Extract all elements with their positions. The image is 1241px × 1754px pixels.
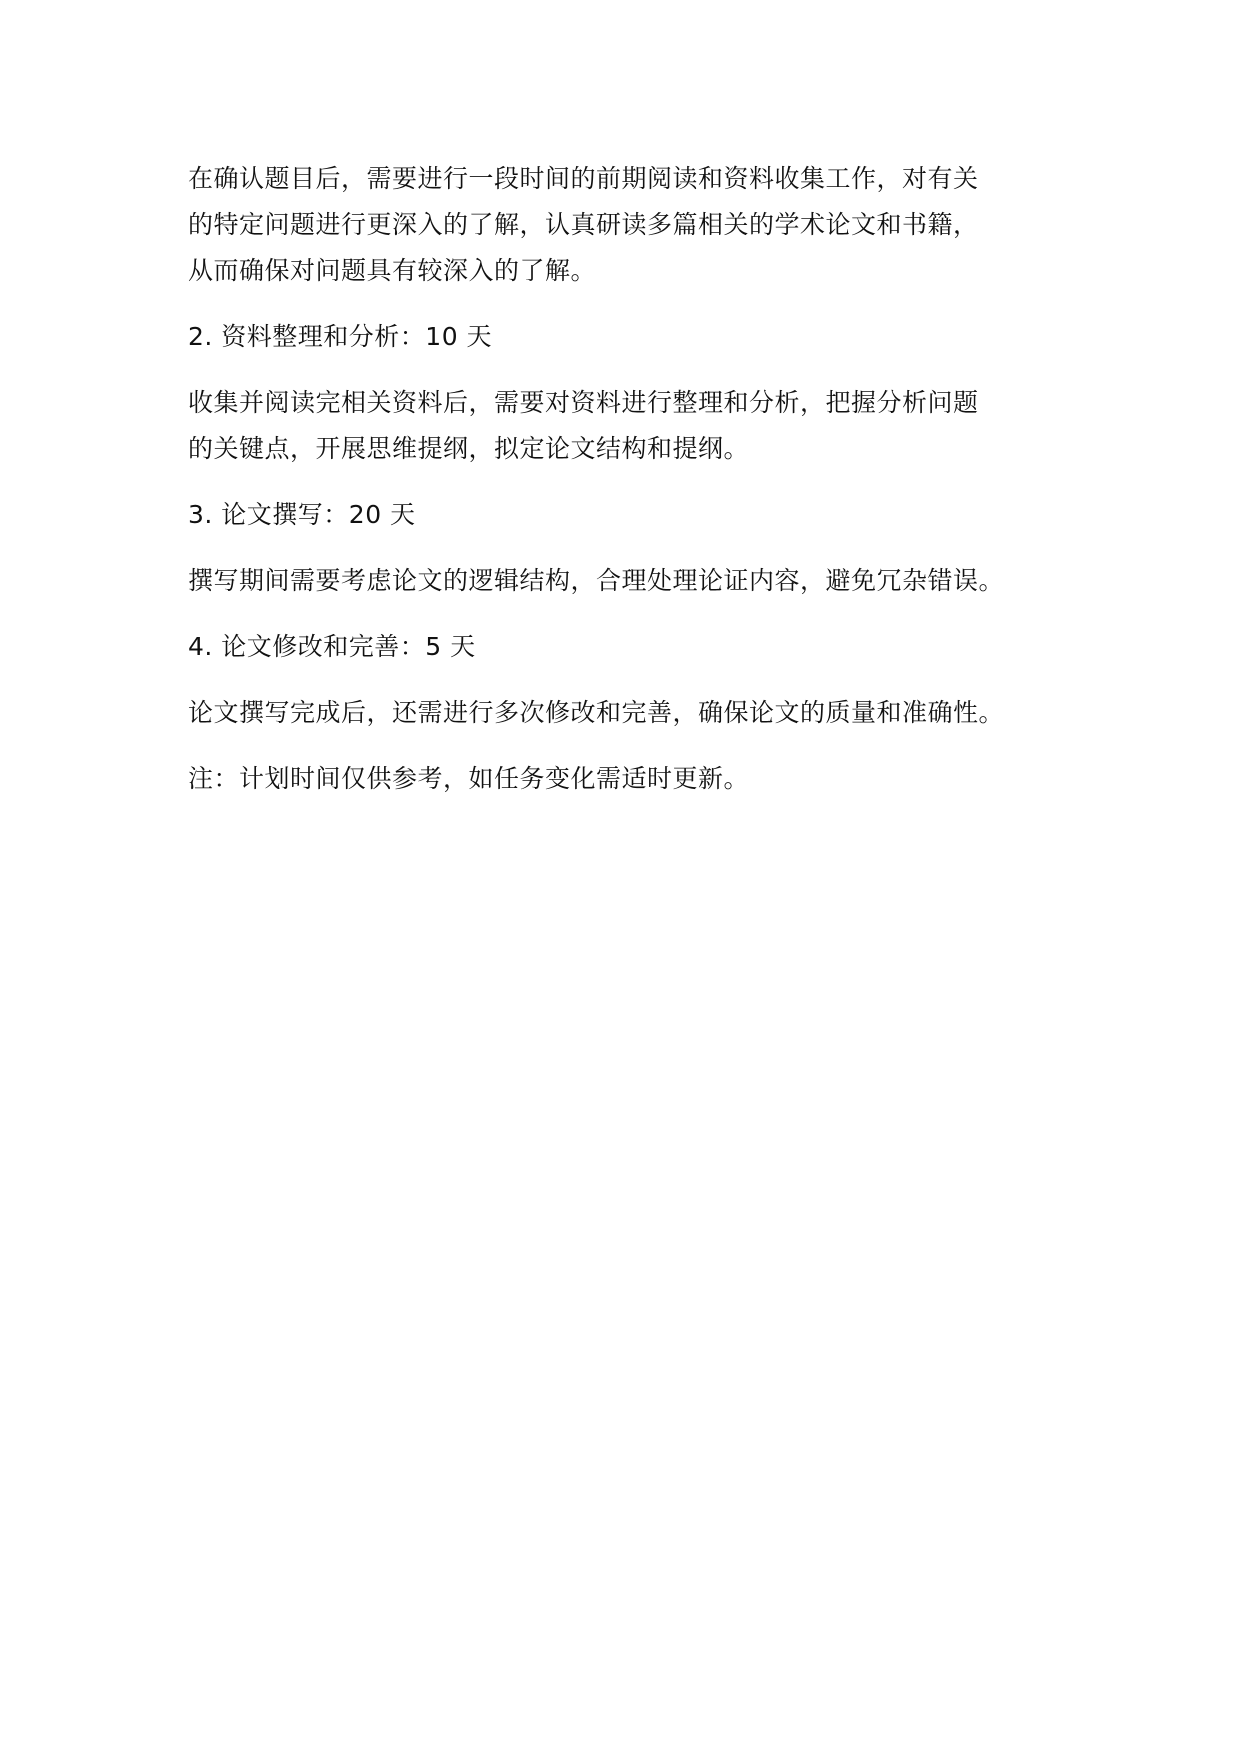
paragraph-reading-collection [188, 156, 1088, 294]
paragraph-data-analysis [188, 380, 1088, 472]
paragraph-line: 收集并阅读完相关资料后，需要对资料进行整理和分析，把握分析问题 [188, 388, 979, 417]
section-heading-data-analysis: 2. 资料整理和分析：10 天 [188, 322, 493, 351]
note-text: 注：计划时间仅供参考，如任务变化需适时更新。 [188, 764, 750, 793]
section-heading-writing: 3. 论文撰写：20 天 [188, 500, 416, 529]
section-heading-revision: 4. 论文修改和完善：5 天 [188, 632, 476, 661]
paragraph-line: 的特定问题进行更深入的了解，认真研读多篇相关的学术论文和书籍， [188, 210, 979, 239]
paragraph-line: 的关键点，开展思维提纲，拟定论文结构和提纲。 [188, 434, 750, 463]
document-body [188, 156, 1088, 822]
paragraph-line: 论文撰写完成后，还需进行多次修改和完善，确保论文的质量和准确性。 [188, 698, 1005, 727]
paragraph-revision [188, 690, 1088, 736]
paragraph-line: 在确认题目后，需要进行一段时间的前期阅读和资料收集工作，对有关 [188, 164, 979, 193]
paragraph-line: 从而确保对问题具有较深入的了解。 [188, 256, 597, 285]
paragraph-line: 撰写期间需要考虑论文的逻辑结构，合理处理论证内容，避免冗杂错误。 [188, 566, 1005, 595]
paragraph-writing [188, 558, 1088, 604]
